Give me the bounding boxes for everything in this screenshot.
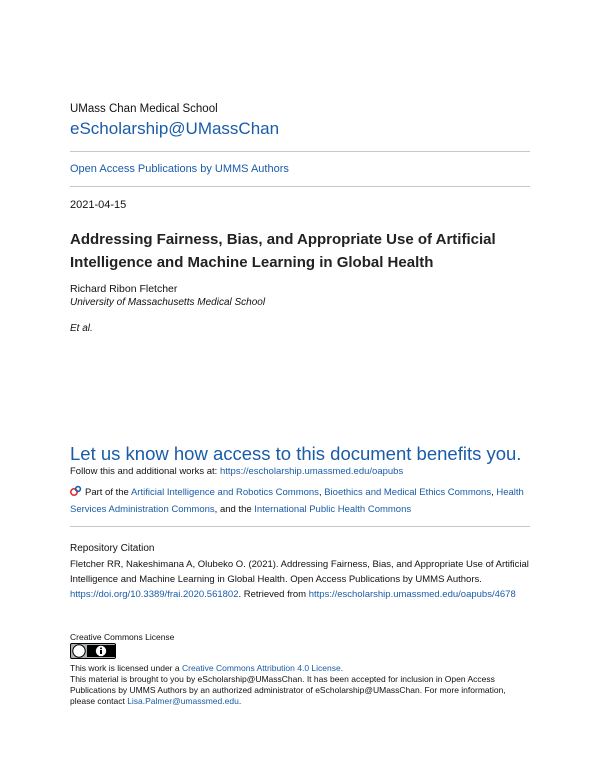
doi-link[interactable]: https://doi.org/10.3389/frai.2020.561802	[70, 589, 239, 600]
commons-link-international-public-health[interactable]: International Public Health Commons	[254, 504, 412, 515]
license-prefix: This work is licensed under a	[70, 663, 182, 673]
cc-by-badge-icon[interactable]	[70, 643, 116, 659]
license-body	[70, 674, 530, 707]
institution-name: UMass Chan Medical School	[70, 103, 218, 115]
article-title: Addressing Fairness, Bias, and Appropriate Use of Artificial Intelligence and Machine Learning in Global Health	[70, 231, 496, 271]
access-benefit-link[interactable]: Let us know how access to this document benefits you.	[70, 443, 522, 464]
punctuation: .	[238, 696, 242, 706]
follow-link[interactable]: https://escholarship.umassmed.edu/oapubs	[219, 466, 404, 477]
publication-date: 2021-04-15	[70, 199, 127, 211]
separator: ,	[318, 487, 325, 498]
punctuation: .	[340, 663, 344, 673]
repository-citation	[70, 557, 530, 602]
commons-network-icon	[70, 485, 82, 497]
citation-url-link[interactable]: https://escholarship.umassmed.edu/oapubs/4678	[308, 589, 516, 600]
license-text	[70, 663, 530, 707]
author-affiliation: University of Massachusetts Medical School	[70, 297, 266, 308]
separator: ,	[491, 487, 497, 498]
part-of-commons	[70, 484, 530, 518]
separator: , and the	[214, 504, 255, 515]
contact-email-link[interactable]: Lisa.Palmer@umassmed.edu	[127, 696, 239, 706]
divider	[70, 186, 530, 187]
author-name: Richard Ribon Fletcher	[70, 283, 178, 295]
cc-license-label: Creative Commons License	[70, 632, 175, 642]
license-line	[70, 663, 530, 674]
divider	[70, 526, 530, 527]
commons-link-bioethics[interactable]: Bioethics and Medical Ethics Commons	[324, 487, 492, 498]
follow-text: Follow this and additional works at:	[70, 466, 220, 477]
commons-link-ai-robotics[interactable]: Artificial Intelligence and Robotics Commons	[130, 487, 319, 498]
commons-link-health-services[interactable]: Health Services Administration Commons	[70, 487, 524, 515]
divider	[70, 151, 530, 152]
collection-link[interactable]: Open Access Publications by UMMS Authors	[70, 163, 289, 175]
et-al: Et al.	[70, 323, 93, 334]
citation-retrieved: . Retrieved from	[238, 589, 309, 600]
cc-license-link[interactable]: Creative Commons Attribution 4.0 License	[181, 663, 341, 673]
repository-link[interactable]: eScholarship@UMassChan	[70, 119, 280, 138]
follow-line	[70, 466, 403, 477]
citation-label: Repository Citation	[70, 543, 155, 554]
license-body-text: This material is brought to you by eScholarship@UMassChan. It has been accepted for inclusion in Open Access Publications by UMMS Authors by an authorized administrator of eScholarship@UMassChan. For more information, please contact	[70, 674, 506, 706]
citation-text: Fletcher RR, Nakeshimana A, Olubeko O. (2021). Addressing Fairness, Bias, and Appropriate Use of Artificial Intelligence and Machine Learning in Global Health. Open Access Publications by UMMS Authors.	[70, 559, 529, 585]
part-of-prefix: Part of the	[85, 487, 131, 498]
